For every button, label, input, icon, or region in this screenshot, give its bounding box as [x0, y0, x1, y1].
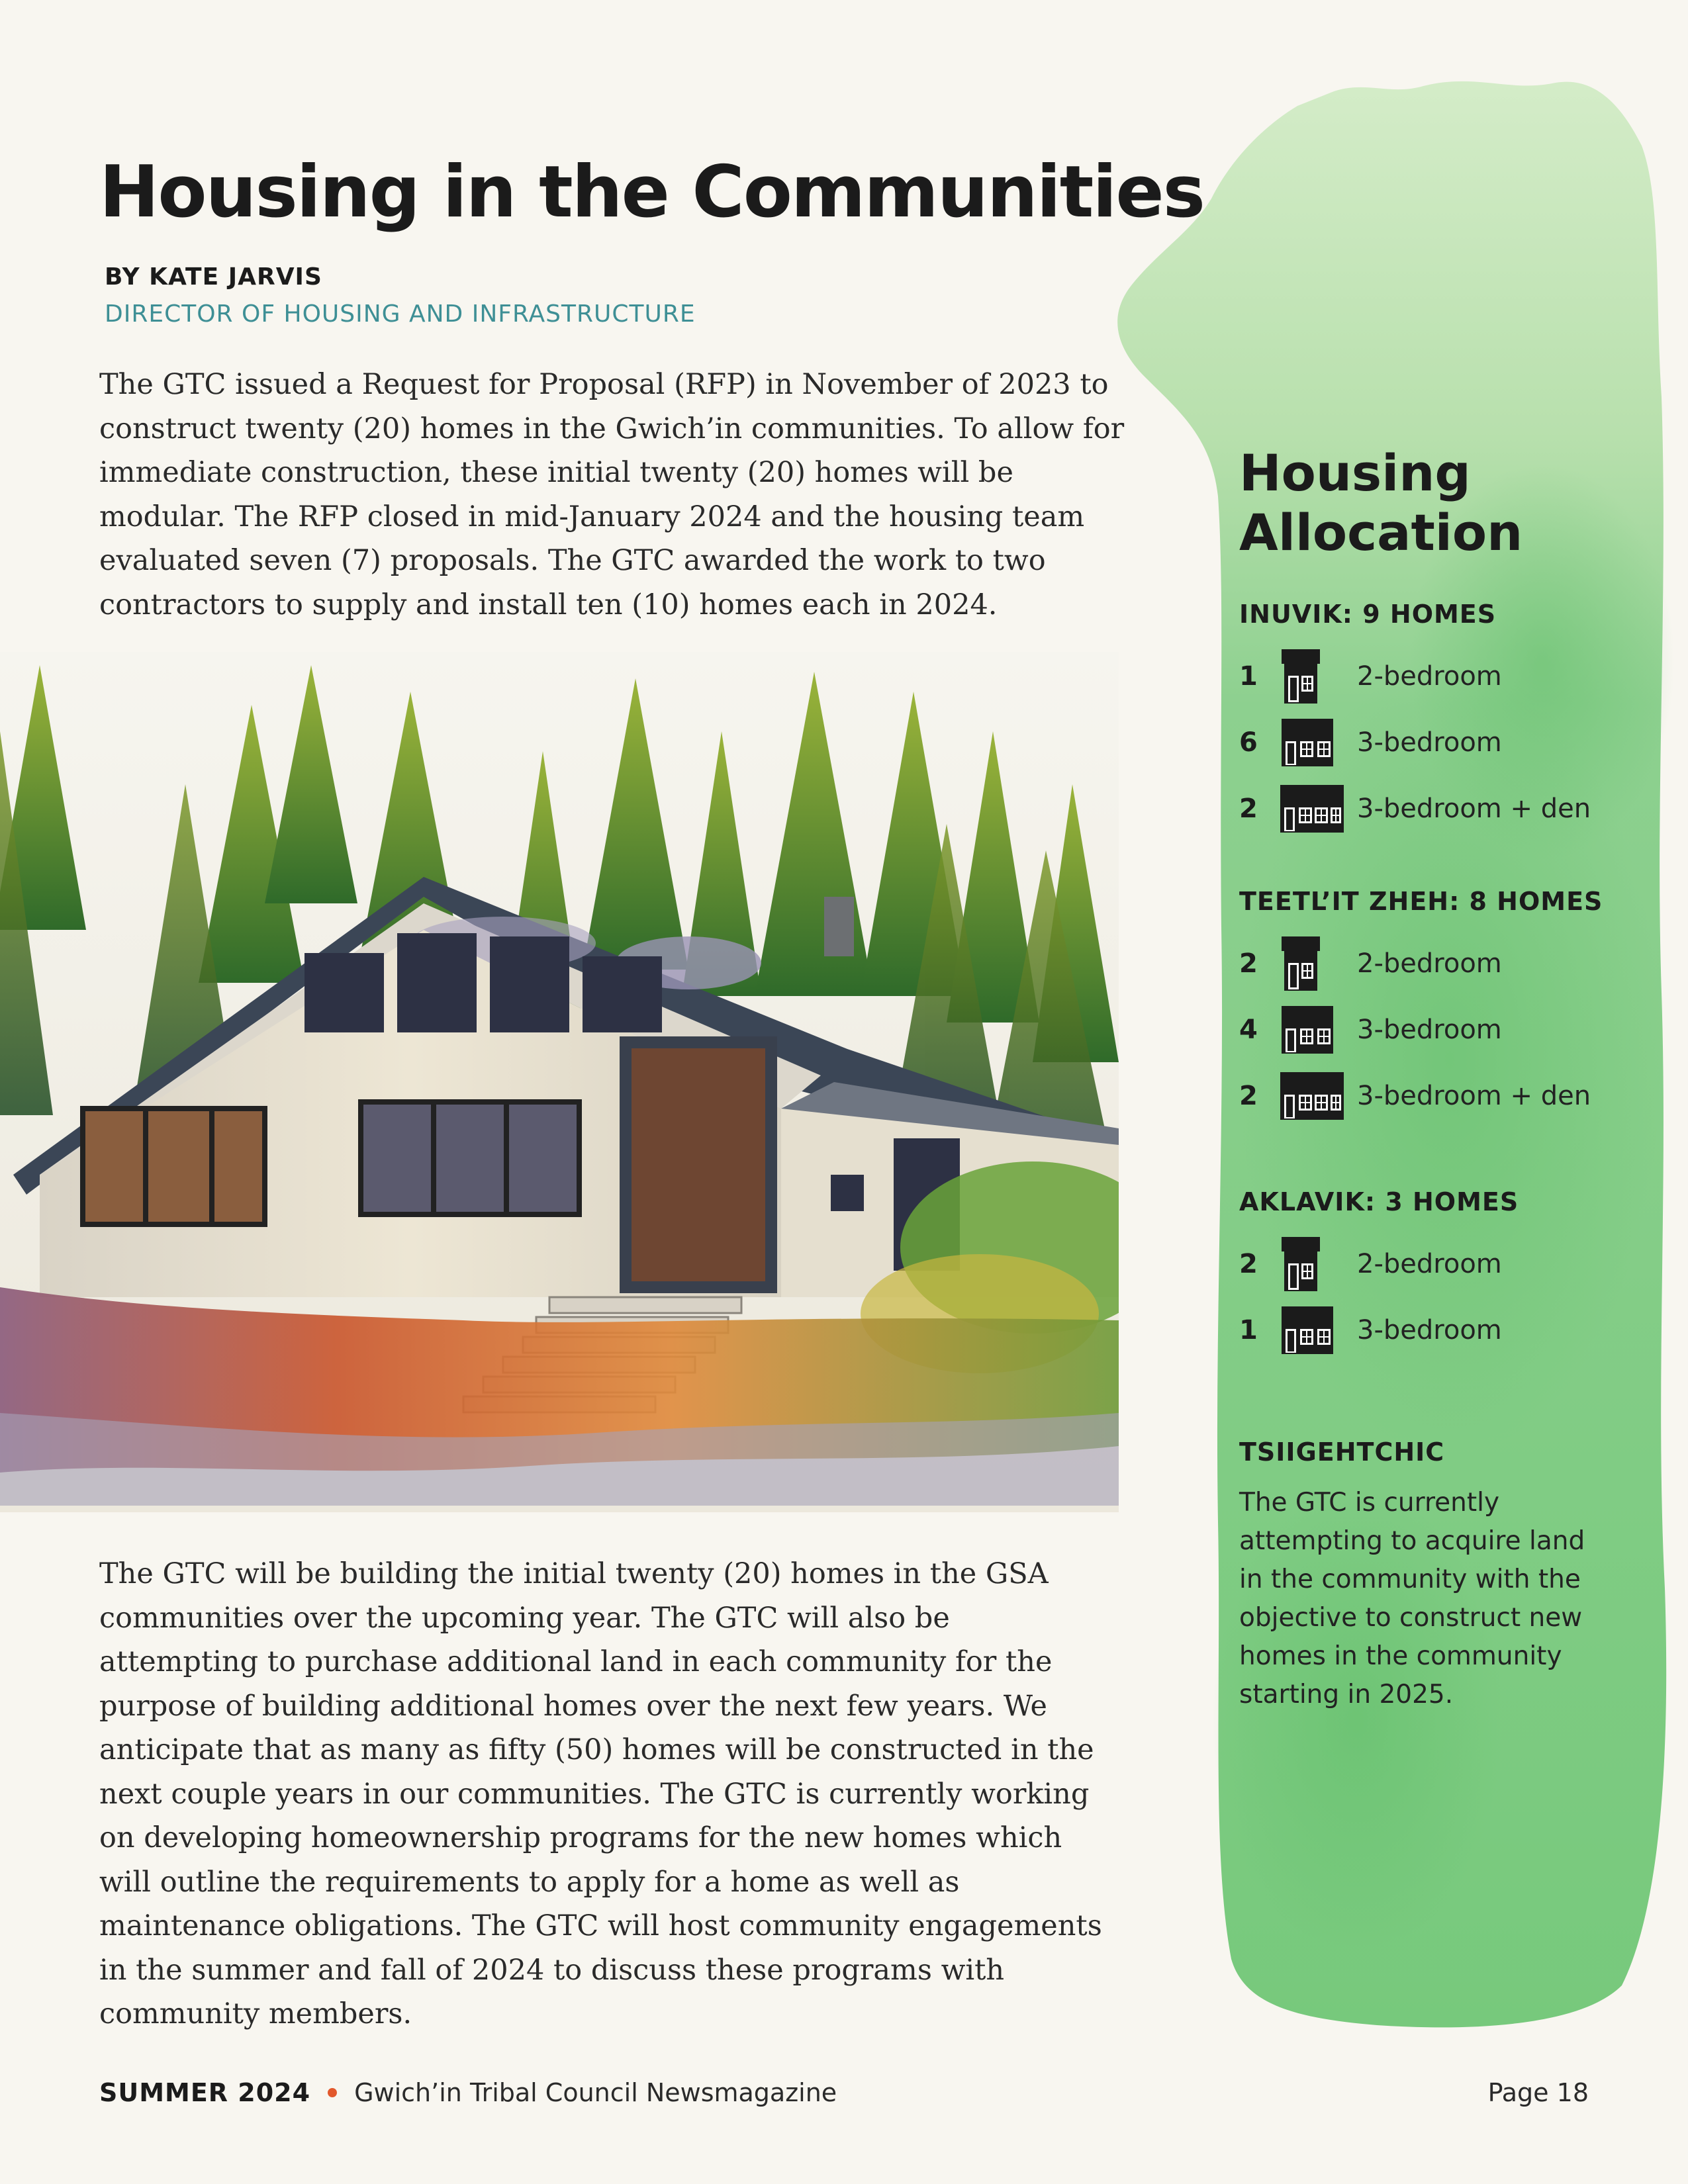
house-watercolor-illustration: [0, 652, 1119, 1512]
community-heading: TSIIGEHTCHIC: [1239, 1437, 1445, 1467]
home-count: 1: [1239, 661, 1258, 692]
issue-season: SUMMER 2024: [99, 2078, 311, 2107]
community-section-teetlit-zheh: [1239, 887, 1610, 1129]
community-section-inuvik: [1239, 600, 1610, 842]
tsiigehtchic-note: The GTC is currently attempting to acquire land in the community with the objective to construct new homes in the community starting in 2025.: [1239, 1488, 1585, 1709]
allocation-row: [1239, 997, 1610, 1063]
allocation-row: [1239, 931, 1610, 997]
sidebar-title-line2: Allocation: [1239, 503, 1523, 562]
house-2-bedroom-icon: [1279, 648, 1357, 705]
sidebar-title: [1239, 443, 1610, 563]
house-2-bedroom-icon: [1279, 1236, 1357, 1293]
home-count: 6: [1239, 727, 1258, 758]
author-role: DIRECTOR OF HOUSING AND INFRASTRUCTURE: [105, 300, 696, 328]
community-heading: TEETL’IT ZHEH: 8 HOMES: [1239, 887, 1603, 916]
community-heading: AKLAVIK: 3 HOMES: [1239, 1187, 1519, 1216]
allocation-row: [1239, 1063, 1610, 1129]
home-type: 2-bedroom: [1357, 948, 1502, 979]
page-footer: [99, 2078, 1589, 2107]
house-2-bedroom-icon: [1279, 935, 1357, 992]
allocation-row: [1239, 643, 1610, 709]
author-byline: BY KATE JARVIS: [105, 263, 322, 291]
home-count: 1: [1239, 1315, 1258, 1345]
article-paragraph-1: The GTC issued a Request for Proposal (RFP) in November of 2023 to construct twenty (20) homes in the Gwich’in communities. To allow for immediate construction, these initial twenty (20) homes will be modular. The RFP closed in mid-January 2024 and the housing team evaluated seven (7) proposals. The GTC awarded the work to two contractors to supply and install ten (10) homes each in 2024.: [99, 368, 1125, 621]
house-3-bedroom-icon: [1279, 1302, 1357, 1359]
home-type: 3-bedroom: [1357, 1015, 1502, 1045]
allocation-row: [1239, 709, 1610, 776]
house-3-bedroom-den-icon: [1279, 1068, 1357, 1124]
community-section-aklavik: [1239, 1187, 1610, 1363]
article-paragraph-2: The GTC will be building the initial twenty (20) homes in the GSA communities over the upcoming year. The GTC will also be attempting to purchase additional land in each community for the purpose of building additional homes over the next few years. We anticipate that as many as fifty (50) homes will be constructed in the next couple years in our communities. The GTC is currently working on developing homeownership programs for the new homes which will outline the requirements to apply for a home as well as maintenance obligations. The GTC will host community engagements in the summer and fall of 2024 to discuss these programs with community members.: [99, 1557, 1102, 2030]
house-3-bedroom-icon: [1279, 1001, 1357, 1058]
home-type: 2-bedroom: [1357, 661, 1502, 692]
allocation-row: [1239, 776, 1610, 842]
house-3-bedroom-icon: [1279, 714, 1357, 771]
home-type: 2-bedroom: [1357, 1249, 1502, 1279]
community-heading: INUVIK: 9 HOMES: [1239, 600, 1497, 629]
housing-allocation-sidebar: [1239, 443, 1610, 1714]
bullet-dot-icon: [328, 2088, 337, 2097]
home-count: 2: [1239, 948, 1258, 979]
allocation-row: [1239, 1297, 1610, 1363]
house-3-bedroom-den-icon: [1279, 780, 1357, 837]
allocation-row: [1239, 1231, 1610, 1297]
home-count: 2: [1239, 1081, 1258, 1111]
home-type: 3-bedroom + den: [1357, 1081, 1591, 1111]
community-section-tsiigehtchic: [1239, 1437, 1610, 1714]
article-title: Housing in the Communities: [99, 151, 1204, 234]
home-type: 3-bedroom: [1357, 1315, 1502, 1345]
home-type: 3-bedroom + den: [1357, 794, 1591, 824]
page-number: Page 18: [1487, 2078, 1589, 2107]
home-count: 2: [1239, 794, 1258, 824]
sidebar-title-line1: Housing: [1239, 443, 1471, 502]
home-type: 3-bedroom: [1357, 727, 1502, 758]
publication-name: Gwich’in Tribal Council Newsmagazine: [354, 2078, 837, 2107]
home-count: 4: [1239, 1015, 1258, 1045]
home-count: 2: [1239, 1249, 1258, 1279]
